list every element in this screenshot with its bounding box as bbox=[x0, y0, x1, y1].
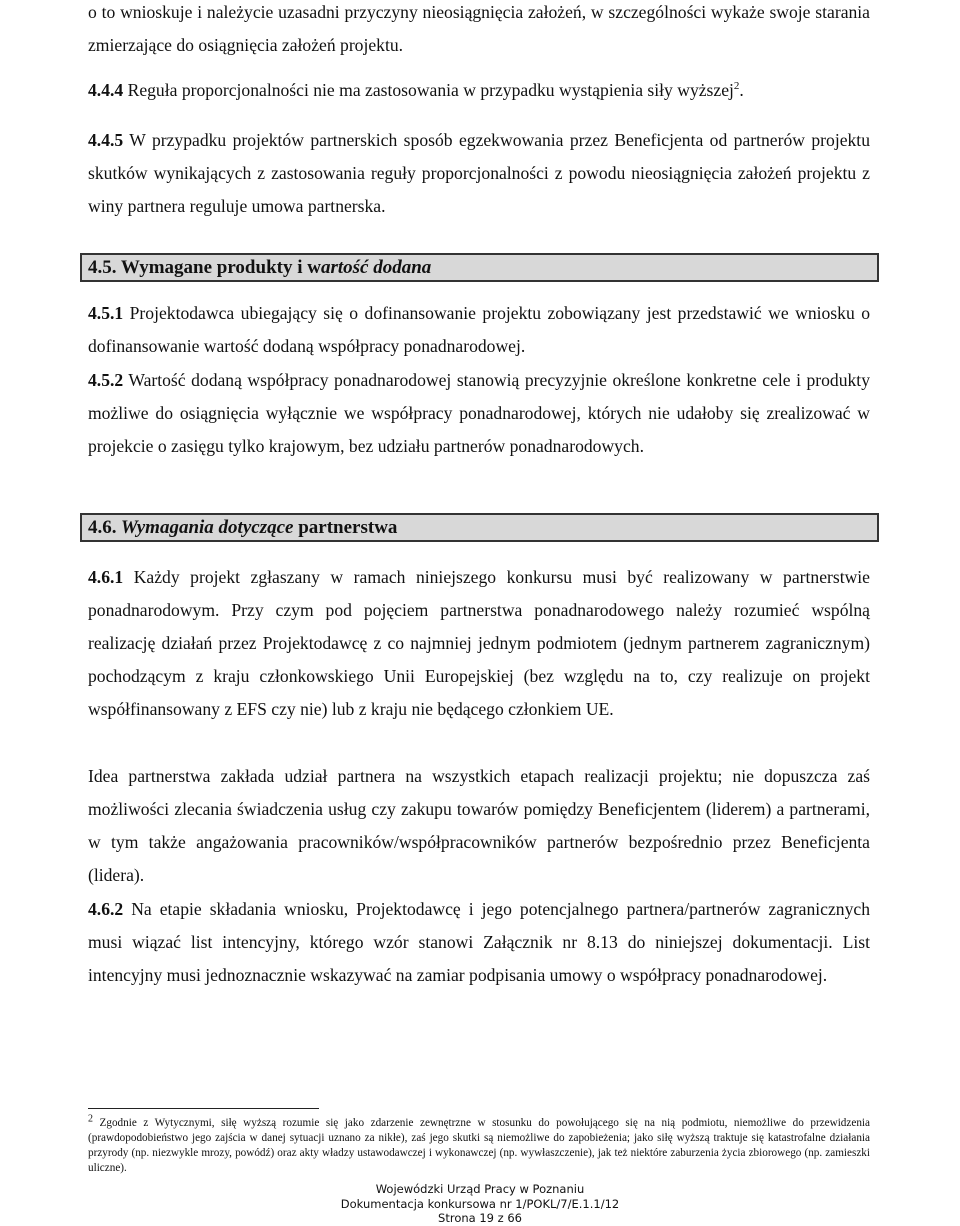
footnote-reference[interactable]: 2 bbox=[733, 80, 740, 93]
paragraph-text: Idea partnerstwa zakłada udział partnera na wszystkich etapach realizacji projektu; nie dopuszcza zaś możliwości zlecania świadczenia usług czy zakupu towarów pomiędzy Beneficjentem (liderem) a partnerami, w tym także angażowania pracowników/współpracowników partnerów bezpośrednio przez Beneficjenta (lidera). bbox=[88, 766, 870, 885]
paragraph-idea bbox=[88, 760, 870, 892]
paragraph-text: Projektodawca ubiegający się o dofinansowanie projektu zobowiązany jest przedstawić we wniosku o dofinansowanie wartość dodaną współpracy ponadnarodowej. bbox=[88, 303, 870, 356]
paragraph-text: Reguła proporcjonalności nie ma zastosowania w przypadku wystąpienia siły wyższej bbox=[123, 80, 734, 100]
section-number: 4.5.2 bbox=[88, 370, 124, 390]
page-footer bbox=[0, 1182, 960, 1226]
footer-document-number: Dokumentacja konkursowa nr 1/POKL/7/E.1.1/12 bbox=[340, 1196, 620, 1211]
section-number: 4.4.5 bbox=[88, 130, 124, 150]
section-number: 4.6.1 bbox=[88, 567, 124, 587]
heading-number: 4.6. bbox=[88, 517, 117, 538]
footnote-text: Zgodnie z Wytycznymi, siłę wyższą rozumie się jako zdarzenie zewnętrzne w stosunku do powołującego się na nią podmiotu, niemożliwe do przewidzenia (prawdopodobieństwo jego zajścia w danej sytuacji uznano za nikłe), zaś jego skutki są niemożliwe do zapobieżenia; jako siłę wyższą traktuje się katastrofalne działania przyrody (np. niezwykle mrozy, powódź) oraz akty władzy ustawodawczej i wykonawczej (np. wywłaszczenie), jak też niektóre zaburzenia życia zbiorowego (np. zamieszki uliczne). bbox=[88, 1117, 870, 1174]
footnote-separator bbox=[88, 1108, 319, 1109]
footer-page-number: Strona 19 z 66 bbox=[438, 1211, 522, 1225]
section-heading-4-5 bbox=[80, 253, 879, 282]
heading-text: partnerstwa bbox=[293, 517, 398, 538]
section-number: 4.5.1 bbox=[88, 303, 124, 323]
section-number: 4.6.2 bbox=[88, 899, 124, 919]
paragraph-intro bbox=[88, 0, 870, 62]
heading-text: Wymagane produkty i w bbox=[116, 257, 321, 278]
footer-institution: Wojewódzki Urząd Pracy w Poznaniu bbox=[375, 1182, 585, 1196]
footnote bbox=[88, 1113, 870, 1176]
paragraph-4-5-1 bbox=[88, 297, 870, 363]
heading-number: 4.5. bbox=[88, 257, 117, 278]
paragraph-text: Na etapie składania wniosku, Projektodawcę i jego potencjalnego partnera/partnerów zagranicznych musi wiązać list intencyjny, którego wzór stanowi Załącznik nr 8.13 do niniejszej dokumentacji. List intencyjny musi jednoznacznie wskazywać na zamiar podpisania umowy o współpracy ponadnarodowej. bbox=[88, 899, 870, 985]
paragraph-text: o to wnioskuje i należycie uzasadni przyczyny nieosiągnięcia założeń, w szczególności wykaże swoje starania zmierzające do osiągnięcia założeń projektu. bbox=[88, 2, 870, 55]
paragraph-4-6-2 bbox=[88, 893, 870, 992]
footnote-mark: 2 bbox=[88, 1113, 93, 1125]
heading-text-italic: artość dodana bbox=[320, 257, 432, 278]
paragraph-4-6-1 bbox=[88, 561, 870, 726]
paragraph-4-4-4 bbox=[88, 74, 870, 107]
heading-text-italic: Wymagania dotyczące bbox=[116, 517, 294, 538]
section-number: 4.4.4 bbox=[88, 80, 124, 100]
section-heading-4-6 bbox=[80, 513, 879, 542]
paragraph-text: Wartość dodaną współpracy ponadnarodowej stanowią precyzyjnie określone konkretne cele i produkty możliwe do osiągnięcia wyłącznie we współpracy ponadnarodowej, których nie udałoby się zrealizować w projekcie o zasięgu tylko krajowym, bez udziału partnerów ponadnarodowych. bbox=[88, 370, 870, 456]
paragraph-text: W przypadku projektów partnerskich sposób egzekwowania przez Beneficjenta od partnerów projektu skutków wynikających z zastosowania reguły proporcjonalności z powodu nieosiągnięcia założeń projektu z winy partnera reguluje umowa partnerska. bbox=[88, 130, 870, 216]
paragraph-4-4-5 bbox=[88, 124, 870, 223]
paragraph-end: . bbox=[739, 80, 744, 100]
paragraph-text: Każdy projekt zgłaszany w ramach niniejszego konkursu musi być realizowany w partnerstwie ponadnarodowym. Przy czym pod pojęciem partnerstwa ponadnarodowego należy rozumieć wspólną realizację działań przez Projektodawcę z co najmniej jednym podmiotem (jednym partnerem zagranicznym) pochodzącym z kraju członkowskiego Unii Europejskiej (bez względu na to, czy realizuje on projekt współfinansowany z EFS czy nie) lub z kraju nie będącego członkiem UE. bbox=[88, 567, 870, 719]
paragraph-4-5-2 bbox=[88, 364, 870, 463]
